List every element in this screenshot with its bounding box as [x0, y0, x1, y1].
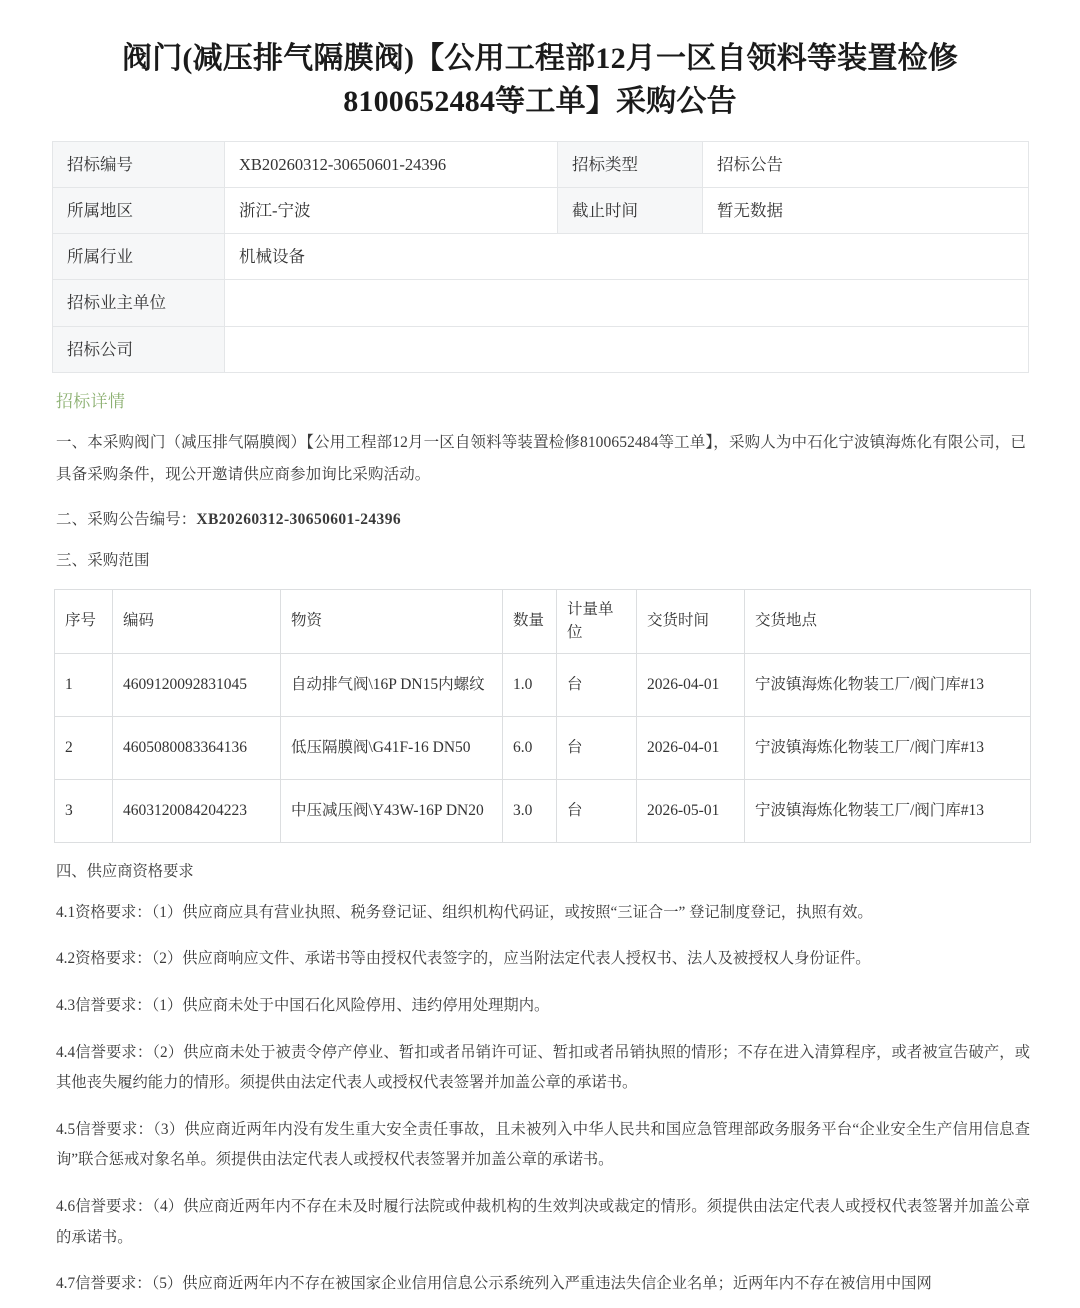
cell-unit: 台 — [557, 654, 637, 717]
info-label: 所属地区 — [53, 188, 225, 234]
cell-delivery-date: 2026-05-01 — [637, 780, 745, 843]
qualification-item-4-4: 4.4信誉要求：（2）供应商未处于被责令停产停业、暂扣或者吊销许可证、暂扣或者吊销执照的情形；不存在进入清算程序，或者被宣告破产，或其他丧失履约能力的情形。须提供由法定代表人或授权代表签署并加盖公章的承诺书。 — [56, 1043, 1030, 1092]
column-header-seq: 序号 — [55, 590, 113, 654]
cell-delivery-place: 宁波镇海炼化物装工厂/阀门库#13 — [745, 717, 1031, 780]
cell-material: 自动排气阀\16P DN15内螺纹 — [281, 654, 503, 717]
info-label: 招标公司 — [53, 326, 225, 372]
cell-quantity: 1.0 — [503, 654, 557, 717]
column-header-material: 物资 — [281, 590, 503, 654]
column-header-quantity: 数量 — [503, 590, 557, 654]
detail-section-heading: 招标详情 — [56, 391, 126, 411]
cell-seq: 3 — [55, 780, 113, 843]
cell-unit: 台 — [557, 717, 637, 780]
info-value: XB20260312-30650601-24396 — [225, 142, 558, 188]
info-table-container — [0, 123, 1080, 372]
info-label: 招标类型 — [558, 142, 703, 188]
table-row — [53, 142, 1029, 188]
column-header-delivery-place: 交货地点 — [745, 590, 1031, 654]
paragraph-one: 一、本采购阀门（减压排气隔膜阀）【公用工程部12月一区自领料等装置检修8100652484等工单】，采购人为中石化宁波镇海炼化有限公司，已具备采购条件，现公开邀请供应商参加询比采购活动。 — [56, 434, 1026, 483]
page-title: 阀门(减压排气隔膜阀)【公用工程部12月一区自领料等装置检修8100652484等工单】采购公告 — [122, 42, 958, 118]
table-row — [53, 234, 1029, 280]
qualification-item-4-3: 4.3信誉要求：（1）供应商未处于中国石化风险停用、违约停用处理期内。 — [56, 996, 550, 1014]
paragraph-two — [56, 498, 1026, 540]
info-value: 机械设备 — [225, 234, 1029, 280]
cell-seq: 2 — [55, 717, 113, 780]
qualification-heading: 四、供应商资格要求 — [56, 863, 194, 881]
qualification-item-4-6: 4.6信誉要求：（4）供应商近两年内不存在未及时履行法院或仲裁机构的生效判决或裁定的情形。须提供由法定代表人或授权代表签署并加盖公章的承诺书。 — [56, 1197, 1030, 1246]
qualification-item-4-5: 4.5信誉要求：（3）供应商近两年内没有发生重大安全责任事故，且未被列入中华人民共和国应急管理部政务服务平台“企业安全生产信用信息查询”联合惩戒对象名单。须提供由法定代表人或授权代表签署并加盖公章的承诺书。 — [56, 1120, 1030, 1169]
cell-delivery-date: 2026-04-01 — [637, 654, 745, 717]
qualification-item-4-2: 4.2资格要求：（2）供应商响应文件、承诺书等由授权代表签字的，应当附法定代表人授权书、法人及被授权人身份证件。 — [56, 950, 871, 968]
announcement-number-value: XB20260312-30650601-24396 — [196, 510, 402, 528]
qualification-section — [0, 843, 1080, 1308]
cell-quantity: 3.0 — [503, 780, 557, 843]
table-row — [53, 326, 1029, 372]
detail-body — [0, 414, 1080, 581]
announcement-number-label: 二、采购公告编号： — [56, 510, 197, 528]
cell-delivery-place: 宁波镇海炼化物装工厂/阀门库#13 — [745, 780, 1031, 843]
cell-material: 中压减压阀\Y43W-16P DN20 — [281, 780, 503, 843]
qualification-item-4-7: 4.7信誉要求：（5）供应商近两年内不存在被国家企业信用信息公示系统列入严重违法失信企业名单；近两年内不存在被信用中国网 — [56, 1275, 932, 1293]
paragraph-three: 三、采购范围 — [56, 552, 150, 570]
cell-seq: 1 — [55, 654, 113, 717]
info-label: 所属行业 — [53, 234, 225, 280]
info-value — [225, 280, 1029, 326]
info-value — [225, 326, 1029, 372]
table-row — [53, 188, 1029, 234]
info-value: 招标公告 — [703, 142, 1029, 188]
info-label: 截止时间 — [558, 188, 703, 234]
cell-quantity: 6.0 — [503, 717, 557, 780]
cell-delivery-date: 2026-04-01 — [637, 717, 745, 780]
table-row — [55, 717, 1031, 780]
table-row — [55, 780, 1031, 843]
qualification-item-4-1: 4.1资格要求：（1）供应商应具有营业执照、税务登记证、组织机构代码证，或按照“三证合一” 登记制度登记，执照有效。 — [56, 903, 873, 921]
info-value: 浙江-宁波 — [225, 188, 558, 234]
column-header-code: 编码 — [113, 590, 281, 654]
procurement-scope-table — [54, 589, 1031, 843]
info-value: 暂无数据 — [703, 188, 1029, 234]
column-header-unit: 计量单位 — [557, 590, 637, 654]
scope-table-container — [0, 581, 1080, 843]
cell-code: 4603120084204223 — [113, 780, 281, 843]
table-header-row — [55, 590, 1031, 654]
cell-unit: 台 — [557, 780, 637, 843]
cell-material: 低压隔膜阀\G41F-16 DN50 — [281, 717, 503, 780]
cell-delivery-place: 宁波镇海炼化物装工厂/阀门库#13 — [745, 654, 1031, 717]
cell-code: 4609120092831045 — [113, 654, 281, 717]
cell-code: 4605080083364136 — [113, 717, 281, 780]
table-row — [53, 280, 1029, 326]
table-row — [55, 654, 1031, 717]
info-label: 招标业主单位 — [53, 280, 225, 326]
column-header-delivery-date: 交货时间 — [637, 590, 745, 654]
info-label: 招标编号 — [53, 142, 225, 188]
bid-info-table — [52, 141, 1029, 372]
